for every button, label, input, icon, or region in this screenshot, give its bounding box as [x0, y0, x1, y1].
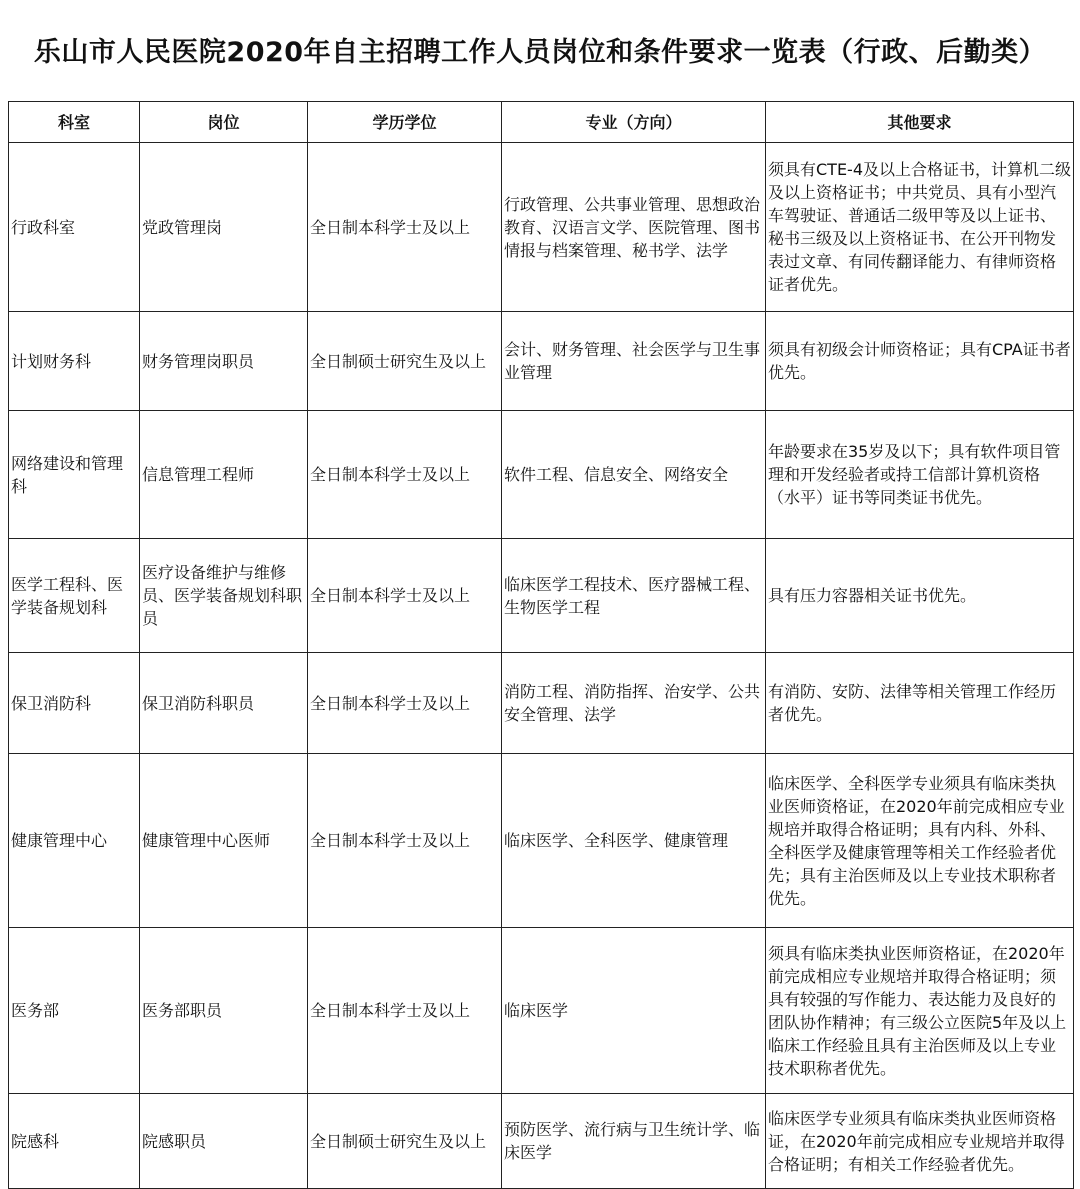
cell-education: 全日制本科学士及以上 [308, 411, 502, 539]
table-header-row [9, 102, 1074, 143]
cell-major: 临床医学工程技术、医疗器械工程、生物医学工程 [502, 539, 766, 653]
cell-department: 计划财务科 [9, 312, 140, 411]
cell-position: 医务部职员 [140, 928, 308, 1094]
header-education: 学历学位 [308, 102, 502, 143]
cell-education: 全日制本科学士及以上 [308, 539, 502, 653]
cell-education: 全日制本科学士及以上 [308, 754, 502, 928]
cell-major: 行政管理、公共事业管理、思想政治教育、汉语言文学、医院管理、图书情报与档案管理、秘书学、法学 [502, 143, 766, 312]
cell-position: 健康管理中心医师 [140, 754, 308, 928]
cell-requirements: 须具有CTE-4及以上合格证书，计算机二级及以上资格证书；中共党员、具有小型汽车驾驶证、普通话二级甲等及以上证书、秘书三级及以上资格证书、在公开刊物发表过文章、有同传翻译能力、有律师资格证者优先。 [766, 143, 1074, 312]
cell-department: 网络建设和管理科 [9, 411, 140, 539]
cell-education: 全日制本科学士及以上 [308, 653, 502, 754]
table-row [9, 143, 1074, 312]
cell-requirements: 须具有初级会计师资格证；具有CPA证书者优先。 [766, 312, 1074, 411]
cell-department: 健康管理中心 [9, 754, 140, 928]
header-position: 岗位 [140, 102, 308, 143]
cell-major: 会计、财务管理、社会医学与卫生事业管理 [502, 312, 766, 411]
cell-requirements: 年龄要求在35岁及以下；具有软件项目管理和开发经验者或持工信部计算机资格（水平）证书等同类证书优先。 [766, 411, 1074, 539]
cell-department: 院感科 [9, 1094, 140, 1189]
cell-department: 保卫消防科 [9, 653, 140, 754]
cell-major: 预防医学、流行病与卫生统计学、临床医学 [502, 1094, 766, 1189]
cell-position: 院感职员 [140, 1094, 308, 1189]
cell-requirements: 临床医学、全科医学专业须具有临床类执业医师资格证，在2020年前完成相应专业规培并取得合格证明；具有内科、外科、全科医学及健康管理等相关工作经验者优先；具有主治医师及以上专业技术职称者优先。 [766, 754, 1074, 928]
table-row [9, 411, 1074, 539]
cell-requirements: 有消防、安防、法律等相关管理工作经历者优先。 [766, 653, 1074, 754]
header-other-requirements: 其他要求 [766, 102, 1074, 143]
cell-education: 全日制本科学士及以上 [308, 143, 502, 312]
cell-education: 全日制本科学士及以上 [308, 928, 502, 1094]
cell-position: 财务管理岗职员 [140, 312, 308, 411]
cell-position: 党政管理岗 [140, 143, 308, 312]
cell-department: 医务部 [9, 928, 140, 1094]
header-major: 专业（方向） [502, 102, 766, 143]
cell-requirements: 临床医学专业须具有临床类执业医师资格证，在2020年前完成相应专业规培并取得合格证明；有相关工作经验者优先。 [766, 1094, 1074, 1189]
recruitment-table [8, 101, 1074, 1189]
cell-education: 全日制硕士研究生及以上 [308, 312, 502, 411]
table-row [9, 754, 1074, 928]
cell-position: 医疗设备维护与维修员、医学装备规划科职员 [140, 539, 308, 653]
cell-major: 软件工程、信息安全、网络安全 [502, 411, 766, 539]
cell-major: 消防工程、消防指挥、治安学、公共安全管理、法学 [502, 653, 766, 754]
cell-education: 全日制硕士研究生及以上 [308, 1094, 502, 1189]
table-row [9, 653, 1074, 754]
page-title: 乐山市人民医院2020年自主招聘工作人员岗位和条件要求一览表（行政、后勤类） [33, 37, 1047, 68]
cell-major: 临床医学 [502, 928, 766, 1094]
table-row [9, 1094, 1074, 1189]
table-row [9, 928, 1074, 1094]
cell-requirements: 具有压力容器相关证书优先。 [766, 539, 1074, 653]
cell-position: 保卫消防科职员 [140, 653, 308, 754]
header-department: 科室 [9, 102, 140, 143]
cell-department: 行政科室 [9, 143, 140, 312]
cell-major: 临床医学、全科医学、健康管理 [502, 754, 766, 928]
cell-requirements: 须具有临床类执业医师资格证，在2020年前完成相应专业规培并取得合格证明；须具有较强的写作能力、表达能力及良好的团队协作精神；有三级公立医院5年及以上临床工作经验且具有主治医师及以上专业技术职称者优先。 [766, 928, 1074, 1094]
table-row [9, 539, 1074, 653]
cell-position: 信息管理工程师 [140, 411, 308, 539]
cell-department: 医学工程科、医学装备规划科 [9, 539, 140, 653]
table-row [9, 312, 1074, 411]
